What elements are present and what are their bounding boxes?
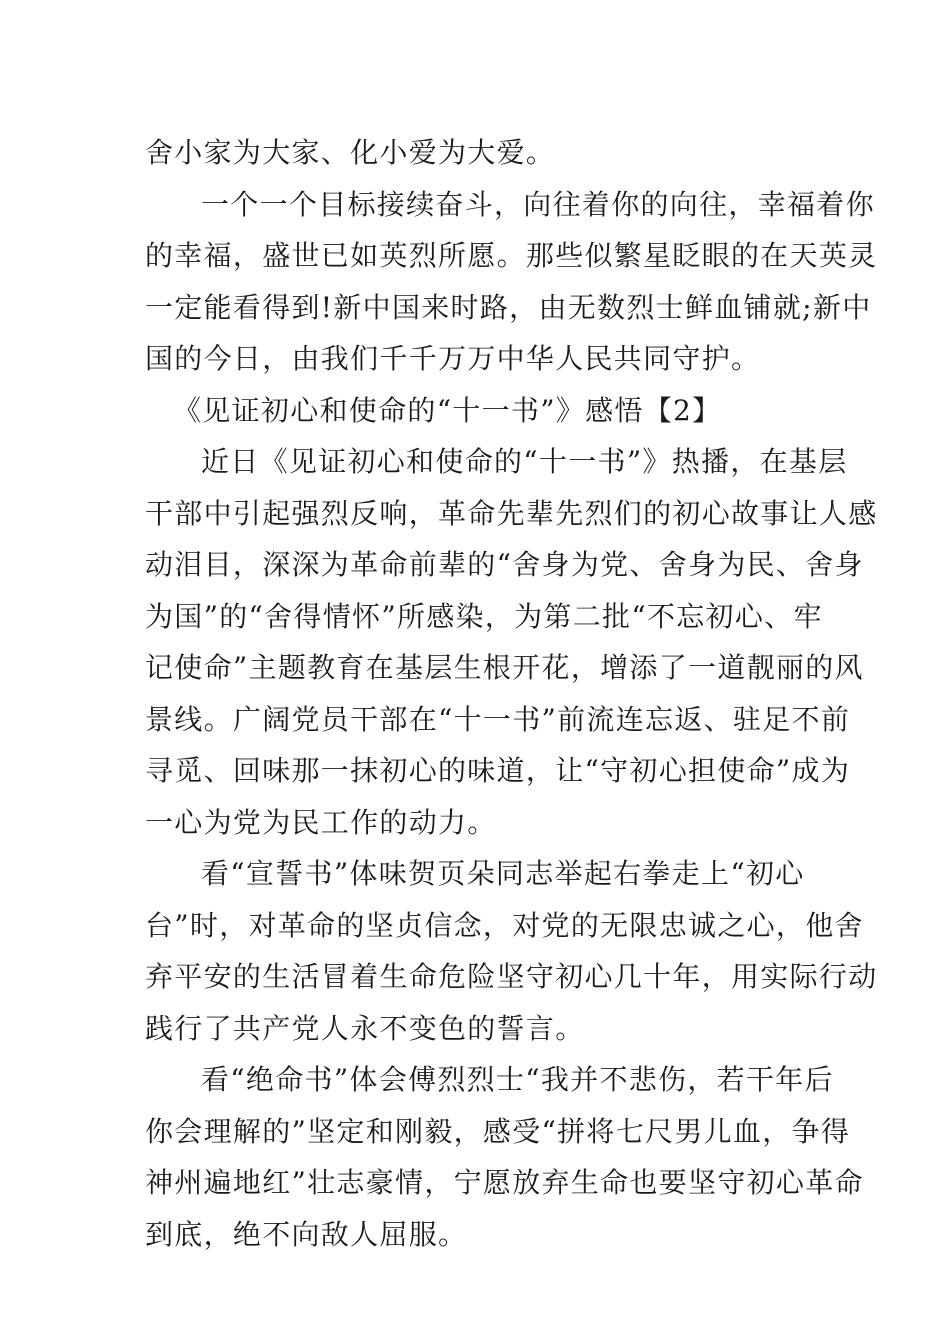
text-line: 一个一个目标接续奋斗，向往着你的向往，幸福着你 xyxy=(201,187,875,221)
text-line: 践行了共产党人永不变色的誓言。 xyxy=(145,1011,585,1045)
text-line: 台”时，对革命的坚贞信念，对党的无限忠诚之心，他舍 xyxy=(145,908,864,942)
paragraph xyxy=(145,1054,864,1260)
paragraph xyxy=(145,436,878,848)
text-line: 寻觅、回味那一抹初心的味道，让“守初心担使命”成为 xyxy=(145,754,851,787)
text-line: 到底，绝不向敌人屈服。 xyxy=(145,1217,468,1251)
text-line: 记使命”主题教育在基层生根开花，增添了一道靓丽的风 xyxy=(145,651,864,684)
text-line: 的幸福，盛世已如英烈所愿。那些似繁星眨眼的在天英灵 xyxy=(145,239,878,272)
text-line: 动泪目，深深为革命前辈的“舍身为党、舍身为民、舍身 xyxy=(145,548,864,581)
text-line: 弃平安的生活冒着生命危险坚守初心几十年，用实际行动 xyxy=(145,960,878,993)
paragraph xyxy=(145,848,878,1054)
text-line: 国的今日，由我们千千万万中华人民共同守护。 xyxy=(145,342,761,375)
text-line: 看“宣誓书”体味贺页朵同志举起右拳走上“初心 xyxy=(201,857,805,890)
text-line: 近日《见证初心和使命的“十一书”》热播，在基层 xyxy=(201,445,848,478)
text-line: 一定能看得到!新中国来时路，由无数烈士鲜血铺就;新中 xyxy=(145,290,872,324)
text-line: 为国”的“舍得情怀”所感染，为第二批“不忘初心、牢 xyxy=(145,599,823,633)
text-line: 一心为党为民工作的动力。 xyxy=(145,805,497,839)
document-body xyxy=(145,127,878,1260)
paragraph xyxy=(145,179,878,385)
text-line: 神州遍地红”壮志豪情，宁愿放弃生命也要坚守初心革命 xyxy=(145,1166,864,1199)
text-line: 干部中引起强烈反响，革命先辈先烈们的初心故事让人感 xyxy=(145,496,878,530)
paragraph-continuation xyxy=(145,127,815,179)
section-heading xyxy=(145,385,815,437)
text-line: 你会理解的”坚定和刚毅，感受“拼将七尺男儿血，争得 xyxy=(145,1114,851,1148)
text-line: 看“绝命书”体会傅烈烈士“我并不悲伤，若干年后 xyxy=(201,1063,834,1096)
text-line: 舍小家为大家、化小爱为大爱。 xyxy=(145,136,556,169)
heading-text: 《见证初心和使命的“十一书”》感悟【2】 xyxy=(173,393,722,427)
text-line: 景线。广阔党员干部在“十一书”前流连忘返、驻足不前 xyxy=(145,702,851,736)
